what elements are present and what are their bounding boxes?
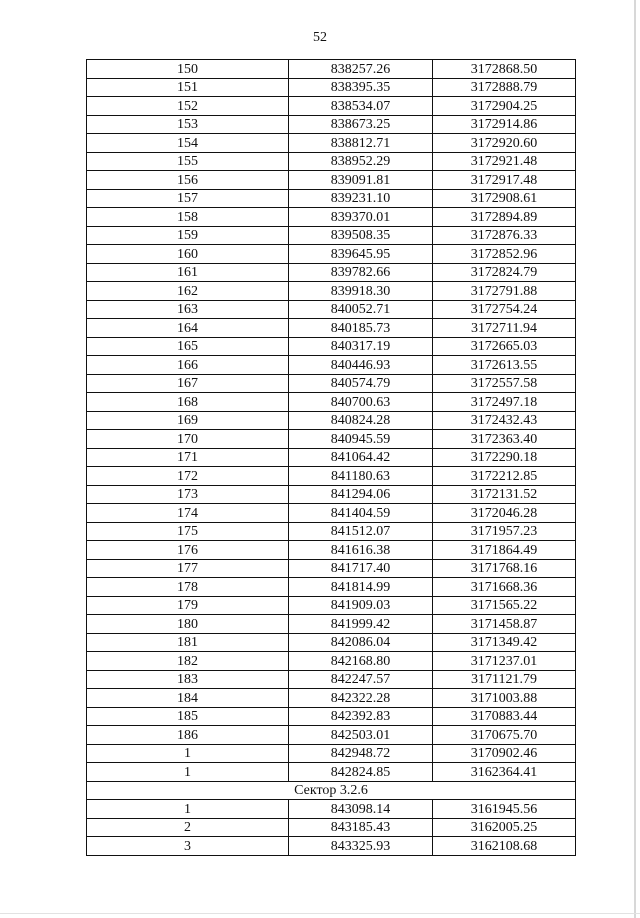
point-number-cell: 177 [87, 559, 289, 578]
x-coordinate-cell: 841814.99 [289, 578, 433, 597]
point-number-cell: 1 [87, 763, 289, 782]
sector-header-row [87, 781, 576, 800]
table-row [87, 707, 576, 726]
table-row [87, 430, 576, 449]
table-row [87, 411, 576, 430]
y-coordinate-cell: 3172665.03 [433, 337, 576, 356]
point-number-cell: 174 [87, 504, 289, 523]
point-number-cell: 179 [87, 596, 289, 615]
table-row [87, 615, 576, 634]
table-row [87, 744, 576, 763]
table-row [87, 763, 576, 782]
point-number-cell: 165 [87, 337, 289, 356]
x-coordinate-cell: 842824.85 [289, 763, 433, 782]
page-number: 52 [313, 30, 327, 45]
x-coordinate-cell: 842168.80 [289, 652, 433, 671]
point-number-cell: 183 [87, 670, 289, 689]
y-coordinate-cell: 3170883.44 [433, 707, 576, 726]
x-coordinate-cell: 841616.38 [289, 541, 433, 560]
point-number-cell: 162 [87, 282, 289, 301]
x-coordinate-cell: 839091.81 [289, 171, 433, 190]
y-coordinate-cell: 3171957.23 [433, 522, 576, 541]
y-coordinate-cell: 3162364.41 [433, 763, 576, 782]
y-coordinate-cell: 3172613.55 [433, 356, 576, 375]
y-coordinate-cell: 3171349.42 [433, 633, 576, 652]
table-row [87, 226, 576, 245]
coordinates-table-body [87, 60, 576, 856]
point-number-cell: 152 [87, 97, 289, 116]
x-coordinate-cell: 841294.06 [289, 485, 433, 504]
y-coordinate-cell: 3171121.79 [433, 670, 576, 689]
y-coordinate-cell: 3172852.96 [433, 245, 576, 264]
x-coordinate-cell: 841404.59 [289, 504, 433, 523]
x-coordinate-cell: 841064.42 [289, 448, 433, 467]
point-number-cell: 160 [87, 245, 289, 264]
table-row [87, 393, 576, 412]
y-coordinate-cell: 3172917.48 [433, 171, 576, 190]
table-row [87, 282, 576, 301]
y-coordinate-cell: 3171237.01 [433, 652, 576, 671]
table-row [87, 208, 576, 227]
table-row [87, 319, 576, 338]
coordinates-table [86, 59, 576, 856]
y-coordinate-cell: 3171768.16 [433, 559, 576, 578]
point-number-cell: 182 [87, 652, 289, 671]
table-row [87, 652, 576, 671]
table-row [87, 263, 576, 282]
y-coordinate-cell: 3162108.68 [433, 837, 576, 856]
y-coordinate-cell: 3162005.25 [433, 818, 576, 837]
table-row [87, 245, 576, 264]
x-coordinate-cell: 842086.04 [289, 633, 433, 652]
x-coordinate-cell: 840574.79 [289, 374, 433, 393]
y-coordinate-cell: 3171864.49 [433, 541, 576, 560]
y-coordinate-cell: 3171003.88 [433, 689, 576, 708]
x-coordinate-cell: 840317.19 [289, 337, 433, 356]
x-coordinate-cell: 838534.07 [289, 97, 433, 116]
x-coordinate-cell: 842247.57 [289, 670, 433, 689]
table-row [87, 596, 576, 615]
y-coordinate-cell: 3172894.89 [433, 208, 576, 227]
point-number-cell: 178 [87, 578, 289, 597]
point-number-cell: 151 [87, 78, 289, 97]
x-coordinate-cell: 840052.71 [289, 300, 433, 319]
y-coordinate-cell: 3172432.43 [433, 411, 576, 430]
y-coordinate-cell: 3172920.60 [433, 134, 576, 153]
point-number-cell: 185 [87, 707, 289, 726]
y-coordinate-cell: 3172046.28 [433, 504, 576, 523]
point-number-cell: 153 [87, 115, 289, 134]
x-coordinate-cell: 840824.28 [289, 411, 433, 430]
y-coordinate-cell: 3161945.56 [433, 800, 576, 819]
point-number-cell: 161 [87, 263, 289, 282]
sector-label: Сектор 3.2.6 [87, 781, 576, 800]
point-number-cell: 172 [87, 467, 289, 486]
x-coordinate-cell: 838952.29 [289, 152, 433, 171]
x-coordinate-cell: 839508.35 [289, 226, 433, 245]
x-coordinate-cell: 840185.73 [289, 319, 433, 338]
x-coordinate-cell: 838257.26 [289, 60, 433, 79]
point-number-cell: 176 [87, 541, 289, 560]
y-coordinate-cell: 3172791.88 [433, 282, 576, 301]
point-number-cell: 163 [87, 300, 289, 319]
point-number-cell: 154 [87, 134, 289, 153]
y-coordinate-cell: 3172131.52 [433, 485, 576, 504]
x-coordinate-cell: 840945.59 [289, 430, 433, 449]
y-coordinate-cell: 3171458.87 [433, 615, 576, 634]
y-coordinate-cell: 3170902.46 [433, 744, 576, 763]
point-number-cell: 155 [87, 152, 289, 171]
table-row [87, 522, 576, 541]
table-row [87, 337, 576, 356]
table-row [87, 171, 576, 190]
table-row [87, 485, 576, 504]
point-number-cell: 3 [87, 837, 289, 856]
x-coordinate-cell: 843098.14 [289, 800, 433, 819]
table-row [87, 115, 576, 134]
x-coordinate-cell: 839645.95 [289, 245, 433, 264]
y-coordinate-cell: 3172557.58 [433, 374, 576, 393]
x-coordinate-cell: 839918.30 [289, 282, 433, 301]
y-coordinate-cell: 3172904.25 [433, 97, 576, 116]
table-row [87, 818, 576, 837]
point-number-cell: 1 [87, 744, 289, 763]
point-number-cell: 180 [87, 615, 289, 634]
point-number-cell: 2 [87, 818, 289, 837]
point-number-cell: 158 [87, 208, 289, 227]
y-coordinate-cell: 3172888.79 [433, 78, 576, 97]
x-coordinate-cell: 838395.35 [289, 78, 433, 97]
point-number-cell: 159 [87, 226, 289, 245]
point-number-cell: 157 [87, 189, 289, 208]
x-coordinate-cell: 842322.28 [289, 689, 433, 708]
x-coordinate-cell: 841909.03 [289, 596, 433, 615]
table-row [87, 800, 576, 819]
point-number-cell: 186 [87, 726, 289, 745]
x-coordinate-cell: 842948.72 [289, 744, 433, 763]
table-row [87, 97, 576, 116]
x-coordinate-cell: 841999.42 [289, 615, 433, 634]
y-coordinate-cell: 3172921.48 [433, 152, 576, 171]
table-row [87, 448, 576, 467]
x-coordinate-cell: 840446.93 [289, 356, 433, 375]
table-row [87, 374, 576, 393]
point-number-cell: 168 [87, 393, 289, 412]
table-row [87, 541, 576, 560]
y-coordinate-cell: 3172212.85 [433, 467, 576, 486]
x-coordinate-cell: 838812.71 [289, 134, 433, 153]
point-number-cell: 164 [87, 319, 289, 338]
x-coordinate-cell: 839782.66 [289, 263, 433, 282]
point-number-cell: 184 [87, 689, 289, 708]
y-coordinate-cell: 3172868.50 [433, 60, 576, 79]
y-coordinate-cell: 3172711.94 [433, 319, 576, 338]
x-coordinate-cell: 839370.01 [289, 208, 433, 227]
x-coordinate-cell: 841180.63 [289, 467, 433, 486]
point-number-cell: 150 [87, 60, 289, 79]
x-coordinate-cell: 841512.07 [289, 522, 433, 541]
y-coordinate-cell: 3170675.70 [433, 726, 576, 745]
table-row [87, 670, 576, 689]
point-number-cell: 156 [87, 171, 289, 190]
y-coordinate-cell: 3171565.22 [433, 596, 576, 615]
x-coordinate-cell: 838673.25 [289, 115, 433, 134]
x-coordinate-cell: 843325.93 [289, 837, 433, 856]
table-row [87, 504, 576, 523]
y-coordinate-cell: 3172914.86 [433, 115, 576, 134]
y-coordinate-cell: 3172824.79 [433, 263, 576, 282]
y-coordinate-cell: 3172876.33 [433, 226, 576, 245]
table-row [87, 633, 576, 652]
table-row [87, 467, 576, 486]
x-coordinate-cell: 842503.01 [289, 726, 433, 745]
y-coordinate-cell: 3172363.40 [433, 430, 576, 449]
x-coordinate-cell: 842392.83 [289, 707, 433, 726]
table-row [87, 134, 576, 153]
scan-edge-line [634, 0, 636, 918]
point-number-cell: 171 [87, 448, 289, 467]
y-coordinate-cell: 3172754.24 [433, 300, 576, 319]
point-number-cell: 173 [87, 485, 289, 504]
table-row [87, 356, 576, 375]
table-row [87, 300, 576, 319]
point-number-cell: 181 [87, 633, 289, 652]
table-row [87, 726, 576, 745]
y-coordinate-cell: 3172497.18 [433, 393, 576, 412]
table-row [87, 78, 576, 97]
point-number-cell: 167 [87, 374, 289, 393]
table-row [87, 837, 576, 856]
scan-bottom-line [0, 913, 640, 914]
table-row [87, 60, 576, 79]
table-row [87, 189, 576, 208]
x-coordinate-cell: 843185.43 [289, 818, 433, 837]
point-number-cell: 175 [87, 522, 289, 541]
point-number-cell: 166 [87, 356, 289, 375]
table-row [87, 152, 576, 171]
x-coordinate-cell: 841717.40 [289, 559, 433, 578]
point-number-cell: 170 [87, 430, 289, 449]
point-number-cell: 169 [87, 411, 289, 430]
y-coordinate-cell: 3172290.18 [433, 448, 576, 467]
point-number-cell: 1 [87, 800, 289, 819]
x-coordinate-cell: 840700.63 [289, 393, 433, 412]
table-row [87, 689, 576, 708]
table-row [87, 578, 576, 597]
y-coordinate-cell: 3172908.61 [433, 189, 576, 208]
x-coordinate-cell: 839231.10 [289, 189, 433, 208]
table-row [87, 559, 576, 578]
y-coordinate-cell: 3171668.36 [433, 578, 576, 597]
